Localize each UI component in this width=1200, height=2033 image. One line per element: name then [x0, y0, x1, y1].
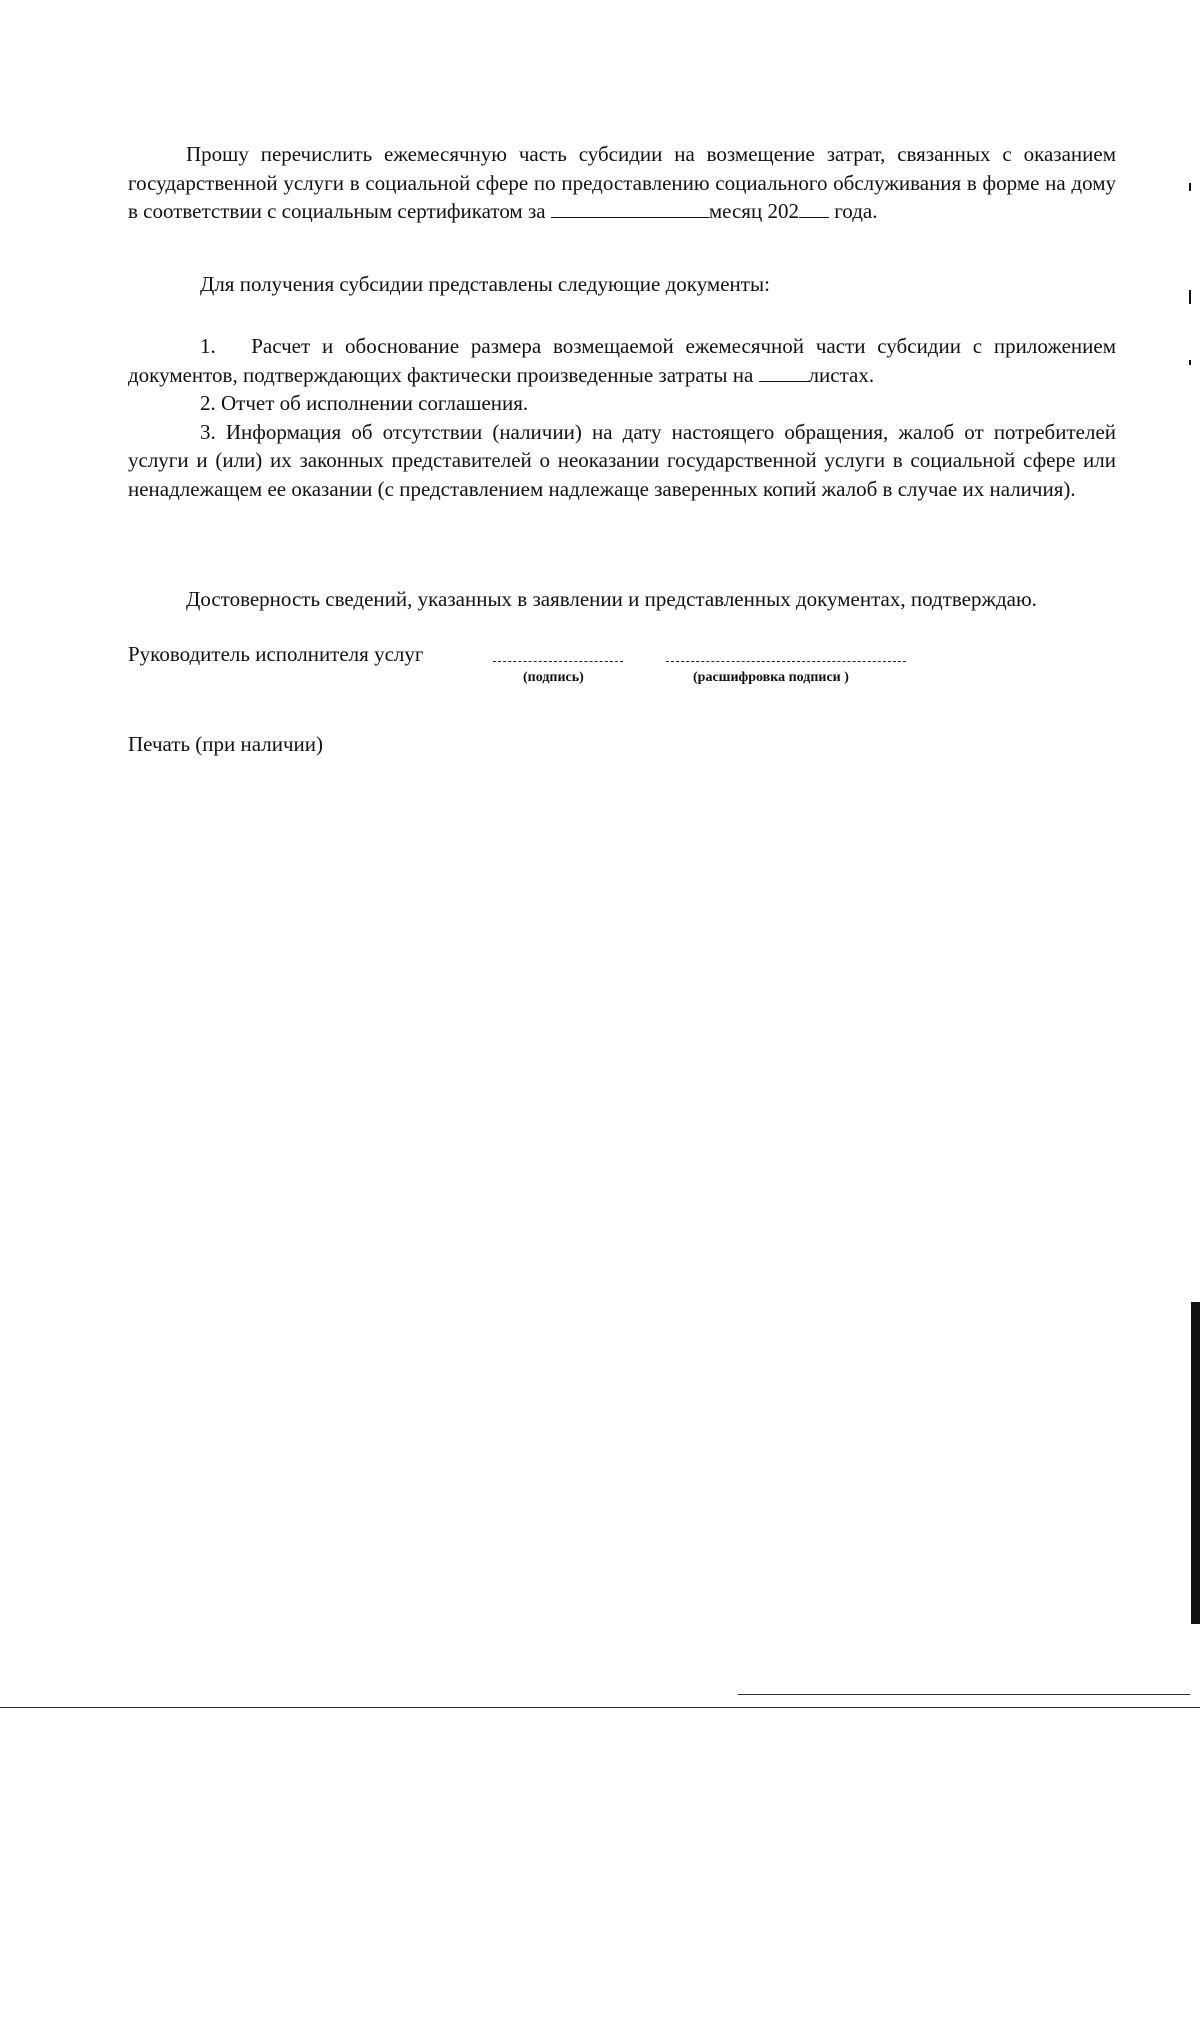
year-blank: [799, 199, 829, 218]
request-paragraph: [128, 140, 1116, 226]
bottom-rule: [0, 1707, 1200, 1708]
scan-artifact-2: [1189, 290, 1191, 304]
stamp-label: Печать (при наличии): [128, 731, 324, 756]
scan-artifact-3: [1189, 360, 1191, 365]
list-item-1: [128, 332, 1116, 389]
list-item-1-suffix: листах.: [808, 362, 875, 387]
list-item-2: 2. Отчет об исполнении соглашения.: [200, 391, 529, 415]
year-label: года.: [828, 199, 878, 223]
signature-line: [493, 660, 623, 662]
request-text: Прошу перечислить ежемесячную часть субсидии на возмещение затрат, связанных с оказанием государственной услуги в социальной сфере по предоставлению социального обслуживания в форме на дому в соответствии с социальным сертификатом за: [128, 142, 1116, 223]
confirmation-paragraph: Достоверность сведений, указанных в заявлении и представленных документах, подтверждаю.: [186, 587, 1037, 611]
signature-block: [128, 640, 1116, 700]
documents-intro: Для получения субсидии представлены следующие документы:: [200, 271, 770, 296]
document-body: [128, 140, 1116, 758]
month-label: месяц 202: [708, 199, 799, 223]
decryption-line: [666, 660, 906, 662]
scan-edge-bar: [1191, 1302, 1200, 1624]
scan-artifact-1: [1189, 183, 1191, 191]
signature-label: Руководитель исполнителя услуг: [128, 641, 424, 666]
list-item-1-number: 1.: [200, 334, 216, 358]
bottom-short-rule: [738, 1694, 1190, 1695]
decryption-caption: (расшифровка подписи ): [693, 669, 849, 685]
list-item-1-text: Расчет и обоснование размера возмещаемой ежемесячной части субсидии с приложением документов, подтверждающих фактически произведенные затраты на: [128, 334, 1117, 387]
signature-caption: (подпись): [523, 669, 584, 685]
list-item-3: 3. Информация об отсутствии (наличии) на дату настоящего обращения, жалоб от потребителей услуги и (или) их законных представителей о неоказании государственной услуги в социальной сфере или ненадлежащем ее оказании (с представлением надлежаще заверенных копий жалоб в случае их наличия).: [128, 419, 1116, 501]
month-blank: [551, 199, 709, 218]
sheets-blank: [759, 363, 809, 382]
